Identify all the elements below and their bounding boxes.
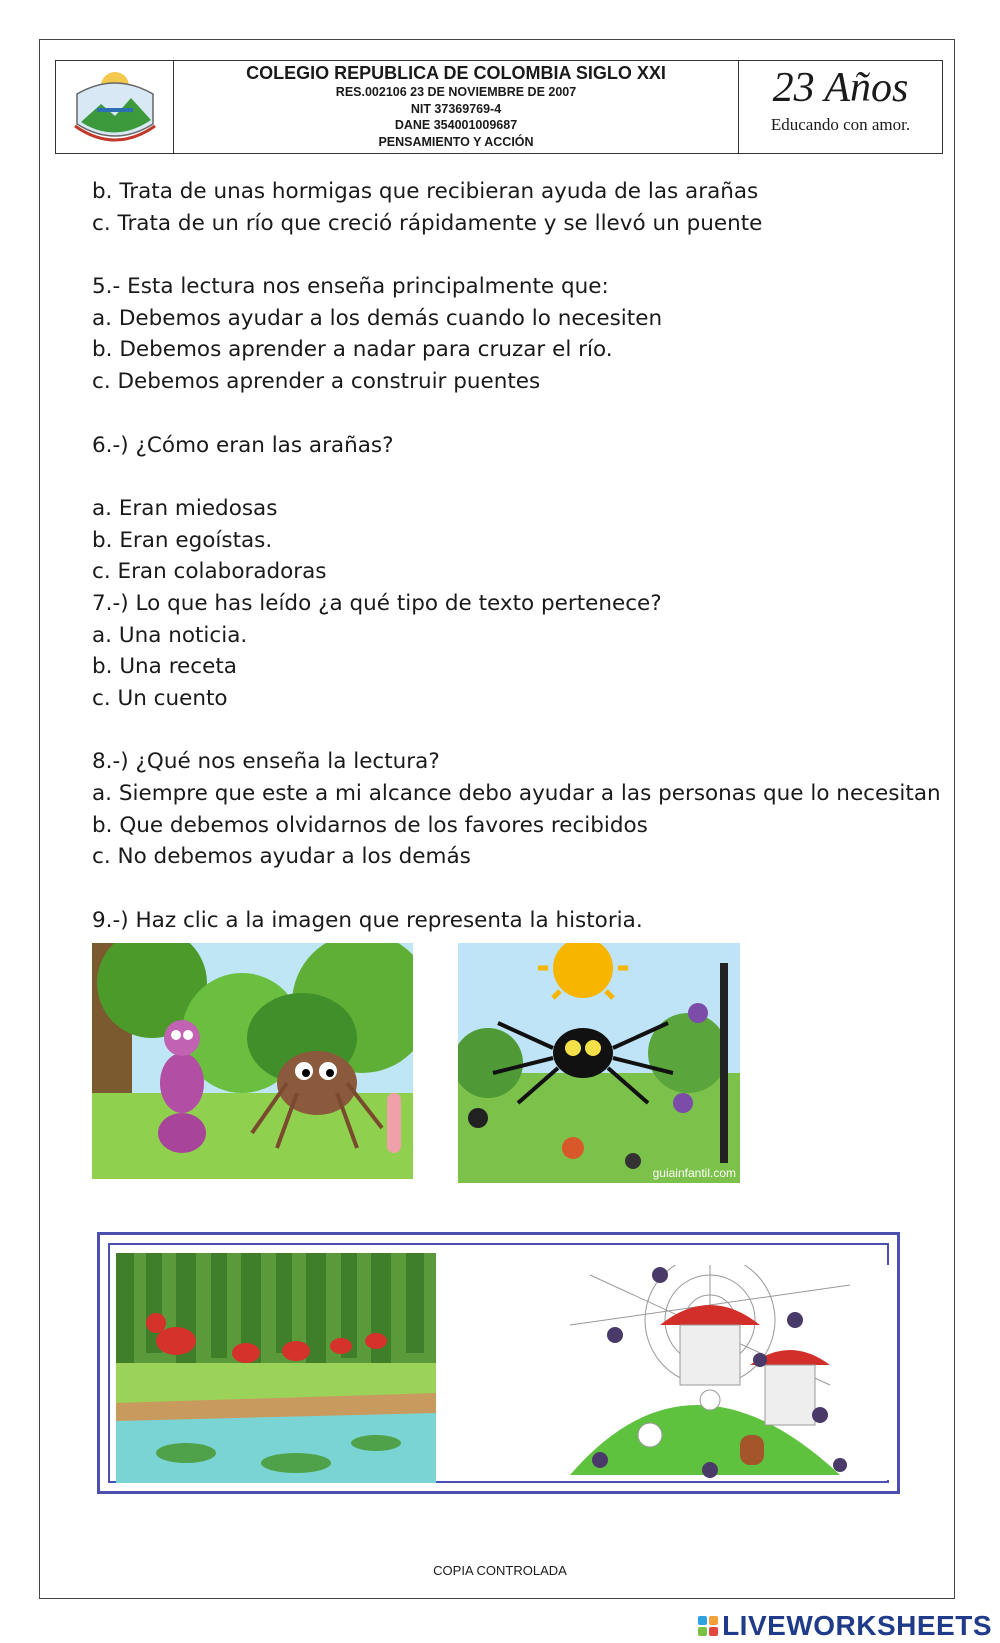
school-name: COLEGIO REPUBLICA DE COLOMBIA SIGLO XXI [246, 63, 666, 83]
motto-right: Educando con amor. [770, 115, 911, 134]
answer-option[interactable]: c. Eran colaboradoras [92, 559, 327, 585]
answer-option[interactable]: c. Trata de un río que creció rápidamente y se llevó un puente [92, 210, 763, 236]
resolution-text: RES.002106 23 DE NOVIEMBRE DE 2007 [335, 85, 577, 99]
worksheet-questions [92, 176, 952, 937]
school-header [55, 60, 943, 154]
crest-icon [67, 64, 163, 150]
answer-option[interactable]: c. Debemos aprender a construir puentes [92, 369, 541, 395]
story-image-spiders-sun[interactable] [458, 943, 740, 1183]
answer-option[interactable]: c. No debemos ayudar a los demás [92, 844, 471, 870]
answer-option[interactable]: b. Debemos aprender a nadar para cruzar el río. [92, 337, 613, 363]
answer-option[interactable]: c. Un cuento [92, 686, 228, 711]
nit-text: NIT 37369769-4 [410, 101, 502, 116]
answer-option[interactable]: a. Debemos ayudar a los demás cuando lo necesiten [92, 305, 663, 331]
question-7: 7.-) Lo que has leído ¿a qué tipo de texto pertenece? [92, 590, 662, 616]
dane-text: DANE 354001009687 [394, 118, 518, 132]
answer-option[interactable]: a. Eran miedosas [92, 495, 278, 521]
question-9: 9.-) Haz clic a la imagen que representa la historia. [92, 907, 643, 933]
answer-option[interactable]: b. Trata de unas hormigas que recibieran ayuda de las arañas [92, 179, 759, 204]
story-image-spider-mushroom-house[interactable] [510, 1265, 890, 1480]
answer-option[interactable]: a. Siempre que este a mi alcance debo ayudar a las personas que lo necesitan [92, 781, 941, 807]
answer-option[interactable]: b. Que debemos olvidarnos de los favores recibidos [92, 812, 648, 838]
question-5: 5.- Esta lectura nos enseña principalmente que: [92, 274, 609, 300]
answer-option[interactable]: b. Eran egoístas. [92, 527, 273, 553]
answer-drop-area[interactable] [97, 1232, 900, 1494]
image-caption: guiainfantil.com [652, 1166, 736, 1180]
story-image-ant-spider[interactable] [92, 943, 413, 1179]
brand-text: LIVEWORKSHEETS [722, 1610, 992, 1641]
liveworksheets-logo [698, 1610, 992, 1642]
motto-center: PENSAMIENTO Y ACCIÓN [378, 134, 534, 149]
question-6: 6.-) ¿Cómo eran las arañas? [92, 432, 394, 458]
school-logo [56, 61, 174, 153]
answer-option[interactable]: b. Una receta [92, 654, 237, 680]
footer-note: COPIA CONTROLADA [433, 1563, 567, 1578]
anniversary-years: 23 Años [772, 65, 909, 111]
brand-grid-icon [698, 1616, 718, 1636]
question-8: 8.-) ¿Qué nos enseña la lectura? [92, 749, 440, 775]
story-image-ants-river[interactable] [116, 1253, 436, 1483]
answer-option[interactable]: a. Una noticia. [92, 622, 248, 648]
